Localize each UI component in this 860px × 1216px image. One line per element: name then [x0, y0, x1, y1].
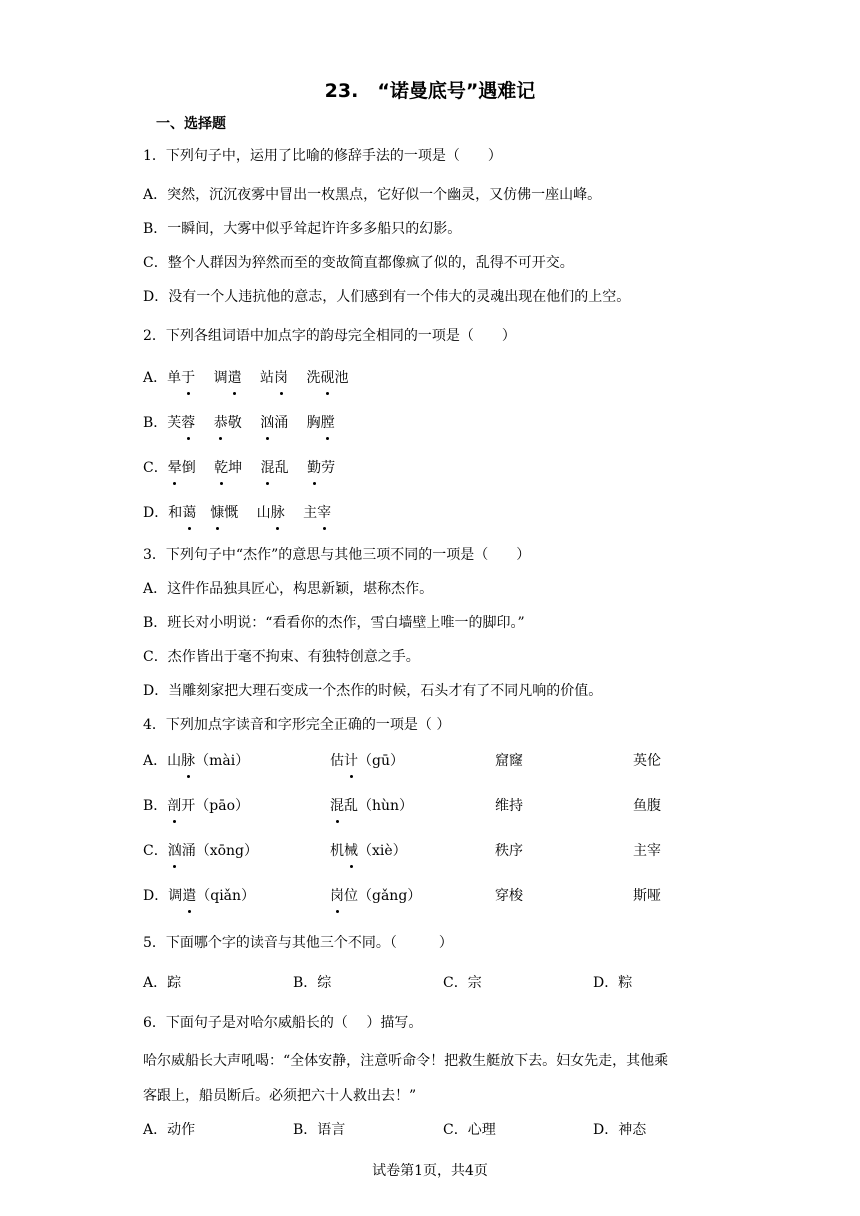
text-segment: C． [143, 843, 168, 859]
emphasis-dot-char: 岗 [330, 888, 344, 904]
emphasis-dot-char: 混 [260, 460, 275, 476]
page-title: 23. “诺曼底号”遇难记 [324, 80, 536, 102]
question-6-option-b[interactable]: B．语言 [293, 1122, 346, 1138]
question-4-option-d[interactable] [143, 886, 255, 906]
emphasis-dot-char: 遣 [227, 370, 242, 386]
text-segment: 敬 [227, 415, 261, 431]
question-1-option-d[interactable]: D．没有一个人违抗他的意志，人们感到有一个伟大的灵魂出现在他们的上空。 [143, 289, 631, 305]
emphasis-dot-char: 于 [181, 370, 196, 386]
emphasis-dot-char: 岗 [274, 370, 289, 386]
question-6-option-c[interactable]: C．心理 [443, 1122, 496, 1138]
section-heading: 一、选择题 [156, 116, 226, 132]
question-1-stem: 1．下列句子中，运用了比喻的修辞手法的一项是（ ） [143, 148, 502, 164]
question-2-option-d[interactable] [143, 503, 331, 523]
question-4-option-b-word-2 [330, 796, 413, 816]
text-segment: 乱 [274, 460, 308, 476]
text-segment: 维持 [495, 798, 523, 814]
question-1-option-a[interactable]: A．突然，沉沉夜雾中冒出一枚黑点，它好似一个幽灵，又仿佛一座山峰。 [143, 187, 602, 203]
text-segment: 开（pāo） [181, 798, 250, 814]
text-segment: 慨 山 [224, 505, 271, 521]
question-4-option-b[interactable] [143, 796, 249, 816]
emphasis-dot-char: 脉 [181, 753, 196, 769]
emphasis-dot-char: 砚 [320, 370, 335, 386]
question-4-option-d-word-3 [495, 886, 523, 906]
text-segment: C． [143, 460, 168, 476]
text-segment: 调 [195, 370, 228, 386]
question-4-option-a[interactable] [143, 751, 249, 771]
text-segment: B． [143, 798, 168, 814]
question-4-option-c-word-4 [633, 841, 661, 861]
text-segment: 主 [284, 505, 318, 521]
question-2-option-a[interactable] [143, 368, 348, 388]
question-4-option-a-word-2 [330, 751, 404, 771]
question-4-stem: 4．下列加点字读音和字形完全正确的一项是（ ） [143, 717, 451, 733]
text-segment: 池 [334, 370, 349, 386]
emphasis-dot-char: 蔼 [182, 505, 197, 521]
text-segment: 估 [330, 753, 344, 769]
question-2-option-b[interactable] [143, 413, 335, 433]
text-segment [195, 415, 213, 431]
question-3-stem: 3．下列句子中“杰作”的意思与其他三项不同的一项是（ ） [143, 547, 531, 563]
text-segment: A． [143, 370, 168, 386]
text-segment: 劳 [321, 460, 336, 476]
emphasis-dot-char: 遣 [182, 888, 197, 904]
question-5-option-b[interactable]: B．综 [293, 975, 332, 991]
question-3-option-c[interactable]: C．杰作皆出于毫不拘束、有独特创意之手。 [143, 649, 420, 665]
text-segment: 窟窿 [495, 753, 523, 769]
question-3-option-b[interactable]: B．班长对小明说：“看看你的杰作，雪白墙壁上唯一的脚印。” [143, 615, 525, 631]
text-segment: 芙 [167, 415, 182, 431]
text-segment: 斯哑 [633, 888, 661, 904]
text-segment: D． [143, 505, 169, 521]
emphasis-dot-char: 慷 [210, 505, 225, 521]
emphasis-dot-char: 勤 [307, 460, 322, 476]
question-4-option-d-word-4 [633, 886, 661, 906]
emphasis-dot-char: 计 [344, 753, 358, 769]
emphasis-dot-char: 蓉 [181, 415, 196, 431]
question-4-option-c[interactable] [143, 841, 258, 861]
question-5-option-d[interactable]: D．粽 [593, 975, 633, 991]
question-3-option-a[interactable]: A．这件作品独具匠心，构思新颖，堪称杰作。 [143, 581, 434, 597]
text-segment: 穿梭 [495, 888, 523, 904]
text-segment: 坤 [228, 460, 261, 476]
text-segment: A．山 [143, 753, 182, 769]
text-segment: B． [143, 415, 168, 431]
text-segment: 英伦 [633, 753, 661, 769]
question-5-option-a[interactable]: A．踪 [143, 975, 182, 991]
emphasis-dot-char: 乾 [214, 460, 229, 476]
emphasis-dot-char: 恭 [213, 415, 228, 431]
emphasis-dot-char: 混 [330, 798, 344, 814]
emphasis-dot-char: 汹 [260, 415, 275, 431]
question-6-passage-line-2: 客跟上，船员断后。必须把六十人救出去！” [143, 1088, 417, 1104]
emphasis-dot-char: 宰 [317, 505, 332, 521]
question-4-option-d-word-2 [330, 886, 421, 906]
question-1-option-c[interactable]: C．整个人群因为猝然而至的变故简直都像疯了似的，乱得不可开交。 [143, 255, 574, 271]
text-segment: 鱼腹 [633, 798, 661, 814]
text-segment: 单 [167, 370, 182, 386]
question-2-stem: 2．下列各组词语中加点字的韵母完全相同的一项是（ ） [143, 328, 516, 344]
text-segment: D．调 [143, 888, 183, 904]
text-segment: 乱（hùn） [344, 798, 414, 814]
question-6-option-a[interactable]: A．动作 [143, 1122, 196, 1138]
text-segment [196, 505, 210, 521]
question-1-option-b[interactable]: B．一瞬间，大雾中似乎耸起许许多多船只的幻影。 [143, 221, 462, 237]
question-5-option-c[interactable]: C．宗 [443, 975, 482, 991]
text-segment: （mài） [195, 753, 250, 769]
question-4-option-c-word-2 [330, 841, 407, 861]
text-segment: （xiè） [358, 843, 407, 859]
text-segment: 机 [330, 843, 344, 859]
question-4-option-a-word-3 [495, 751, 523, 771]
question-4-option-a-word-4 [633, 751, 661, 771]
question-5-stem: 5．下面哪个字的读音与其他三个不同。（ ） [143, 935, 453, 951]
question-4-option-c-word-3 [495, 841, 523, 861]
question-4-option-b-word-3 [495, 796, 523, 816]
emphasis-dot-char: 脉 [270, 505, 285, 521]
question-4-option-b-word-4 [633, 796, 661, 816]
question-6-passage-line-1: 哈尔威船长大声吼喝：“全体安静，注意听命令！把救生艇放下去。妇女先走，其他乘 [143, 1053, 669, 1069]
text-segment: 涌 胸 [274, 415, 321, 431]
emphasis-dot-char: 汹 [167, 843, 182, 859]
emphasis-dot-char: 剖 [167, 798, 182, 814]
text-segment: 倒 [181, 460, 215, 476]
question-6-stem: 6．下面句子是对哈尔威船长的（ ）描写。 [143, 1015, 423, 1031]
question-6-option-d[interactable]: D．神态 [593, 1122, 647, 1138]
page-footer: 试卷第1页，共4页 [372, 1163, 488, 1179]
text-segment: 秩序 [495, 843, 523, 859]
question-2-option-c[interactable] [143, 458, 335, 478]
text-segment: 和 [168, 505, 183, 521]
question-3-option-d[interactable]: D．当雕刻家把大理石变成一个杰作的时候，石头才有了不同凡响的价值。 [143, 683, 603, 699]
text-segment: 位（gǎng） [344, 888, 422, 904]
text-segment: （gū） [358, 753, 404, 769]
text-segment: 涌（xōng） [181, 843, 259, 859]
emphasis-dot-char: 晕 [167, 460, 182, 476]
emphasis-dot-char: 膛 [320, 415, 335, 431]
text-segment: （qiǎn） [196, 888, 256, 904]
text-segment: 站 [241, 370, 275, 386]
emphasis-dot-char: 械 [344, 843, 358, 859]
text-segment: 洗 [288, 370, 321, 386]
text-segment: 主宰 [633, 843, 661, 859]
